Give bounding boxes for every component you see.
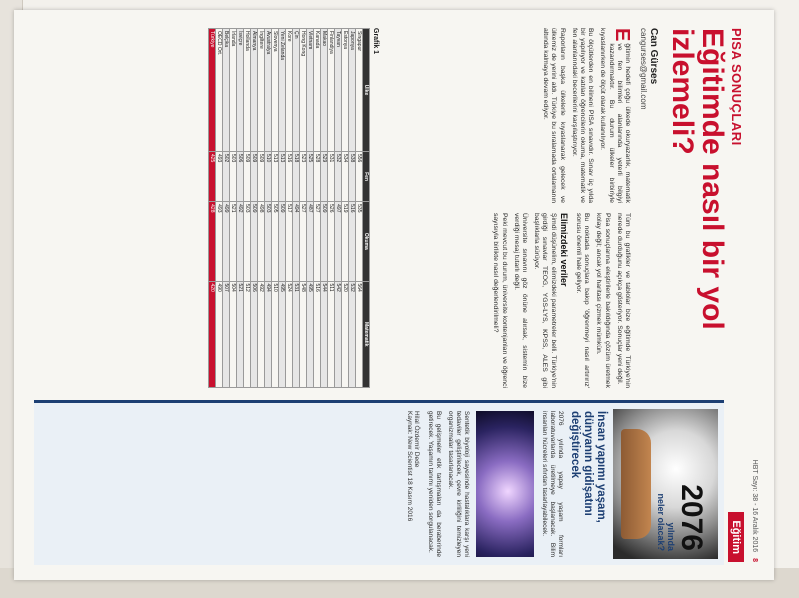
table-row [300, 29, 307, 388]
page-number: 8 [751, 558, 759, 562]
article-column-1 [487, 28, 631, 203]
paragraph: Tüm bu grafikler ve tablolar bize eğitimde Türkiye'nin nerede durduğunu açıkça gösteriyor. Sonuçlar yeni değil. [615, 213, 631, 388]
table-cell: 520 [342, 281, 349, 388]
table-cell: 493 [216, 202, 223, 281]
table-cell: Tayvan [335, 29, 342, 152]
table-row [286, 29, 293, 388]
subheading: Elimizdeki veriler [558, 213, 569, 287]
table-cell: 519 [342, 202, 349, 281]
table-header-cell: Fen [363, 151, 370, 201]
paragraph: Peki mevcut bu durum, üniversite kontenjanları ve öğrenci sayısıyla birlikte nasıl değerlendirilmeli? [492, 213, 508, 388]
table-cell: 564 [356, 281, 363, 388]
table-row [251, 29, 258, 388]
table-cell: Japonya [349, 29, 356, 152]
paragraph: Şimdi düşünelim, elimizdeki parametreler belli. Türkiye'nin girdiği sınavlar TEOG, YGS-LYS, KPSS, ALES gibi başlıklarla sürüyor. [533, 213, 557, 388]
page-header [746, 28, 764, 562]
table-cell: 498 [258, 202, 265, 281]
table-cell: 495 [279, 281, 286, 388]
table-cell: Hollanda [244, 29, 251, 152]
table-cell: 544 [321, 281, 328, 388]
table-cell: 512 [244, 281, 251, 388]
table-cell: 513 [279, 151, 286, 201]
table-cell: Hong Kong [300, 29, 307, 152]
table-cell: 506 [251, 281, 258, 388]
table-cell: 516 [349, 202, 356, 281]
issue-info: HBT Sayı: 38 - 16 Aralık 2016 [751, 459, 759, 553]
table-cell: 509 [244, 151, 251, 201]
table-cell: 516 [314, 281, 321, 388]
table-row [328, 29, 335, 388]
table-header-cell: Okuma [363, 202, 370, 281]
header-right [752, 460, 759, 562]
table-cell: 492 [237, 202, 244, 281]
table-cell: Yeni Zelanda [279, 29, 286, 152]
table-cell: 506 [237, 151, 244, 201]
table-row [279, 29, 286, 388]
paragraph: Eğitimin hedefi çoğu ülkede okuryazarlık, matematik ve fen bilimleri alanlarında yeterli bilgiyi kazandırmaktır. Bu durum ülkeler birbiriyle kıyaslanırken de ölçüt olarak kullanılıyor. [599, 28, 633, 203]
year-sub-line2: neler olacak? [656, 493, 666, 551]
table-cell: 532 [349, 281, 356, 388]
table-cell: Vietnam [307, 29, 314, 152]
table-cell: 525 [307, 151, 314, 201]
main-article [29, 28, 744, 388]
table-cell: 518 [293, 151, 300, 201]
table-row [223, 29, 230, 388]
credit-source: Kaynak: New Scientist 18 Kasım 2016 [406, 411, 413, 522]
table-cell: 490 [216, 281, 223, 388]
table-row [265, 29, 272, 388]
table-cell: 509 [251, 151, 258, 201]
table-cell: 556 [356, 151, 363, 201]
table-cell: 527 [300, 202, 307, 281]
sidebar-credit [406, 411, 420, 557]
table-cell: 497 [335, 202, 342, 281]
table-cell: Avustralya [265, 29, 272, 152]
table-cell: 503 [265, 202, 272, 281]
sidebar-paragraph: Bu gelişmeler etik tartışmaları da beraberinde getirecek. Yaşamın tanımı yeniden sorgulanacak. [427, 411, 442, 557]
table-cell: 538 [349, 151, 356, 201]
table-cell: 548 [300, 281, 307, 388]
table-cell: 532 [335, 151, 342, 201]
table-cell: 531 [328, 151, 335, 201]
table-cell: 510 [265, 151, 272, 201]
table-cell: Almanya [251, 29, 258, 152]
table-header-row [363, 29, 370, 388]
table-row [356, 29, 363, 388]
table-cell: 531 [293, 281, 300, 388]
table-row [216, 29, 223, 388]
sidebar-box [34, 400, 724, 565]
table-cell: 509 [321, 202, 328, 281]
table-cell: 492 [258, 281, 265, 388]
table-cell: Singapur [356, 29, 363, 152]
table-cell: 420 [209, 281, 216, 388]
table-row [209, 29, 216, 388]
table-cell: 542 [335, 281, 342, 388]
year-sub-line1: yılında [666, 522, 676, 551]
table-cell: 494 [265, 281, 272, 388]
author-name: Can Gürses [648, 28, 659, 85]
table-cell: Kanada [314, 29, 321, 152]
table-cell: 425 [209, 151, 216, 201]
table-row [335, 29, 342, 388]
table-header-cell: Ülke [363, 29, 370, 152]
table-cell: 521 [237, 281, 244, 388]
table-cell: 509 [279, 202, 286, 281]
author-email: cangurses@gmail.com [639, 28, 648, 110]
table-cell: 509 [251, 202, 258, 281]
table-row [237, 29, 244, 388]
sidebar-photo [613, 409, 718, 559]
table-cell: 527 [314, 202, 321, 281]
table-cell: İngiltere [258, 29, 265, 152]
paragraph: Bu noktada sonuçlara bakıp 'öğrenmeyi nasıl artırırız' sorusu önemli hale geliyor. [574, 213, 591, 388]
table-row [230, 29, 237, 388]
table-title: Grafik 1 [372, 28, 379, 55]
table-cell: 524 [286, 281, 293, 388]
table-cell: 528 [314, 151, 321, 201]
table-row [349, 29, 356, 388]
table-body [209, 29, 363, 388]
table-cell: 509 [258, 151, 265, 201]
table-cell: Türkiye [209, 29, 216, 152]
table-header-cell: Matematik [363, 281, 370, 388]
table-cell: 495 [307, 281, 314, 388]
sidebar-title: İnsan yapımı yaşam, dünyanın gidişatını değiştirecek [569, 411, 607, 523]
table-cell: Finlandiya [328, 29, 335, 152]
table-cell: Slovenya [272, 29, 279, 152]
table-row [321, 29, 328, 388]
table-cell: 535 [356, 202, 363, 281]
table-cell: 523 [300, 151, 307, 201]
table-cell: 516 [286, 151, 293, 201]
article-column-2 [487, 213, 631, 388]
table-row [307, 29, 314, 388]
table-cell: OECD Ort. [216, 29, 223, 152]
results-table-block [208, 28, 379, 388]
table-cell: Çin [293, 29, 300, 152]
table-cell: 499 [223, 202, 230, 281]
table-cell: 513 [272, 151, 279, 201]
table-cell: 503 [230, 151, 237, 201]
table-row [244, 29, 251, 388]
table-row [314, 29, 321, 388]
table-row [258, 29, 265, 388]
paragraph: Üniversite sınavını göz önüne alırsak, sistemin bize verdiği mesaj tutarlı değil. [512, 213, 528, 388]
paragraph: Bu ölçütlerden en bilineni PISA sınavıdır. Sınav üç yılda bir yapılıyor ve katılan öğrencilerin okuma, matematik ve fen alanlarındaki becerilerini karşılaştırıyor. [570, 28, 595, 203]
table-cell: 505 [272, 202, 279, 281]
hand-image [621, 429, 651, 539]
table-row [272, 29, 279, 388]
article-byline [639, 28, 659, 388]
paragraph: Pisa sonuçlarına eleştirilerle bakıldığında çözüm üretmek kolay değil; ancak yol haritası çizmek mümkün. [595, 213, 611, 388]
table-cell: İsviçre [237, 29, 244, 152]
table-cell: 502 [223, 151, 230, 201]
table-row [293, 29, 300, 388]
table-cell: 504 [230, 281, 237, 388]
table-cell: 507 [223, 281, 230, 388]
table-cell: 487 [307, 202, 314, 281]
table-cell: 494 [293, 202, 300, 281]
sidebar-paragraph: 2076 yılında yapay yaşam formları laboratuvarlarda üretilmeye başlanacak. Bilim insanları hücreleri sıfırdan tasarlayabilecek. [541, 411, 564, 557]
table-cell: 503 [244, 202, 251, 281]
table-cell: 521 [230, 202, 237, 281]
table-row [342, 29, 349, 388]
table-cell: 428 [209, 202, 216, 281]
table-cell: 526 [328, 202, 335, 281]
paragraph: Raporların başka ülkelerle kıyaslanarak gelecek ve ülkemiz de yerini aldı. Türkiye bu sıralamada ortalamanın altında kalmaya devam ediyor. [542, 28, 566, 203]
sidebar-year: 2076 [675, 484, 708, 551]
table-cell: Belçika [223, 29, 230, 152]
article-columns [487, 28, 631, 388]
results-table [208, 28, 370, 388]
credit-name: Hilal Özdemir Dede [413, 411, 420, 468]
sidebar-paragraph: Sentetik biyoloji sayesinde hastalıklara karşı yeni tedaviler geliştirilecek, çevre kirliliğini temizleyen organizmalar tasarlanacak. [447, 411, 470, 557]
table-cell: 529 [321, 151, 328, 201]
article-kicker: PISA SONUÇLARI [729, 28, 744, 146]
table-cell: 493 [216, 151, 223, 201]
table-cell: Kore [286, 29, 293, 152]
table-cell: İrlanda [230, 29, 237, 152]
table-cell: Estonya [342, 29, 349, 152]
magazine-page [14, 10, 774, 580]
section-tag: Eğitim [728, 512, 744, 562]
table-cell: 510 [272, 281, 279, 388]
petri-dish-image [476, 411, 534, 557]
sidebar-year-sub [656, 493, 676, 551]
table-cell: 534 [342, 151, 349, 201]
table-cell: 517 [286, 202, 293, 281]
article-headline: Eğitimde nasıl bir yol izlemeli? [666, 28, 729, 330]
table-cell: Makao [321, 29, 328, 152]
table-cell: 511 [328, 281, 335, 388]
